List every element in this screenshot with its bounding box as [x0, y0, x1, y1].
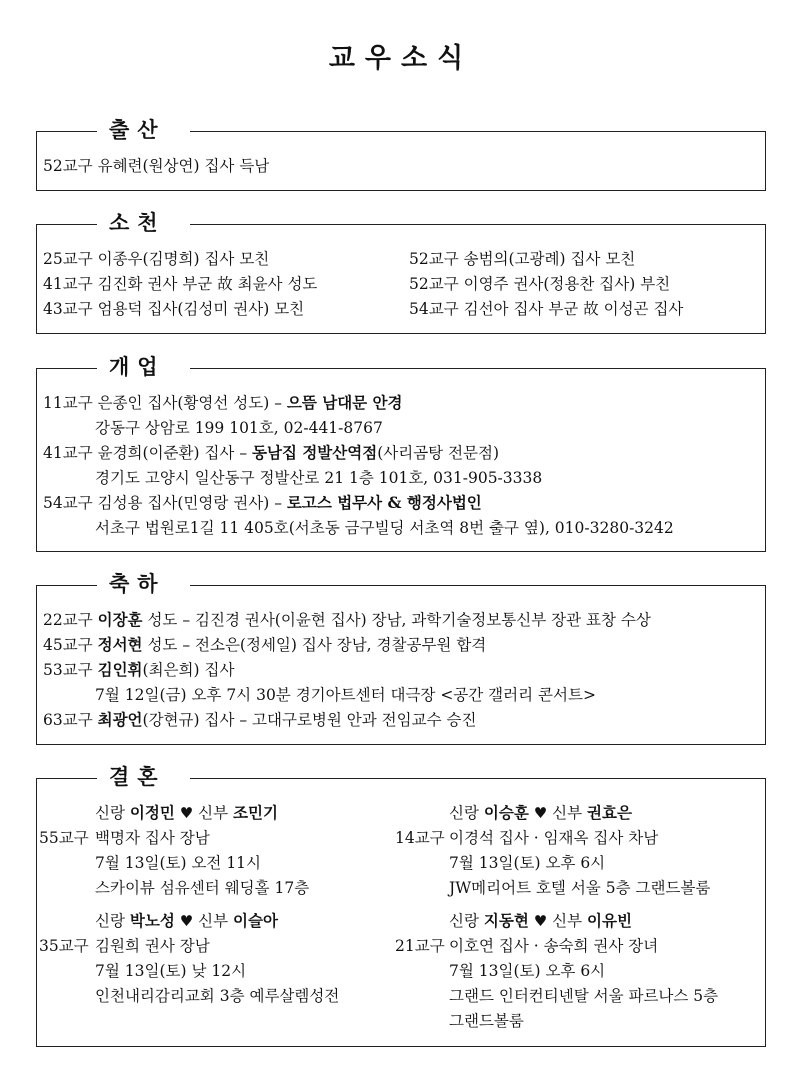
- wedding-venue: JW메리어트 호텔 서울 5층 그랜드볼룸: [449, 879, 711, 897]
- death-right-2: 54교구 김선아 집사 부군 故 이성곤 집사: [409, 300, 684, 318]
- congrats-name: 이장훈: [97, 610, 143, 629]
- congrats-parish: 53교구: [43, 661, 98, 679]
- bride-name: 이유빈: [587, 911, 632, 930]
- page-title: 교우소식: [328, 43, 474, 74]
- wedding-couple: [95, 910, 278, 932]
- wedding-date: 7월 13일(토) 낮 12시: [95, 962, 247, 980]
- congrats-detail: (강현규) 집사 – 고대구로병원 안과 전임교수 승진: [142, 711, 477, 729]
- birth-line: 52교구 유혜련(원상연) 집사 득남: [43, 157, 270, 175]
- congrats-line-2: [43, 659, 234, 681]
- opening-heading: 개업: [97, 353, 190, 381]
- wedding-venue-cont: 그랜드볼룸: [449, 1012, 524, 1030]
- wedding-section: [36, 764, 766, 1047]
- wedding-parish: 55교구: [39, 829, 89, 847]
- groom-label: 신랑: [449, 912, 479, 930]
- wedding-date: 7월 13일(토) 오후 6시: [449, 854, 606, 872]
- opening-item-prefix: 54교구 김성용 집사(민영랑 권사) –: [43, 494, 287, 512]
- congrats-detail: 성도 – 전소은(정세일) 집사 장남, 경찰공무원 합격: [142, 636, 487, 654]
- death-right-0: 52교구 송범의(고광례) 집사 모친: [409, 250, 636, 268]
- groom-label: 신랑: [95, 912, 125, 930]
- congrats-line-0: [43, 609, 651, 631]
- wedding-date: 7월 13일(토) 오전 11시: [95, 854, 262, 872]
- groom-label: 신랑: [449, 804, 479, 822]
- heart-icon: ♥: [533, 804, 548, 822]
- congrats-heading: 축하: [97, 570, 190, 598]
- congrats-detail: (최은희) 집사: [142, 661, 235, 679]
- bride-name: 권효은: [587, 803, 632, 822]
- opening-item-address: 경기도 고양시 일산동구 정발산로 21 1층 101호, 031-905-3338: [95, 469, 543, 487]
- death-right-1: 52교구 이영주 권사(정용찬 집사) 부친: [409, 275, 671, 293]
- wedding-couple: [95, 802, 278, 824]
- congrats-parish: 22교구: [43, 611, 98, 629]
- wedding-parish: 14교구: [395, 829, 445, 847]
- birth-heading: 출산: [97, 116, 190, 144]
- opening-item-address: 서초구 법원로1길 11 405호(서초동 금구빌딩 서초역 8번 출구 옆), 010-3280-3242: [95, 519, 674, 537]
- wedding-couple: [449, 802, 632, 824]
- groom-name: 박노성: [129, 911, 175, 930]
- groom-label: 신랑: [95, 804, 125, 822]
- opening-section: [36, 354, 766, 552]
- congrats-parish: 45교구: [43, 636, 98, 654]
- opening-item-business: 동남집 정발산역점: [252, 443, 378, 462]
- bride-name: 조민기: [233, 803, 278, 822]
- wedding-venue: 스카이뷰 섬유센터 웨딩홀 17층: [95, 879, 310, 897]
- wedding-parish: 21교구: [395, 937, 445, 955]
- bride-label: 신부: [198, 804, 229, 822]
- congrats-detail: 성도 – 김진경 권사(이윤현 집사) 장남, 과학기술정보통신부 장관 표창 수상: [142, 611, 651, 629]
- congrats-name: 김인휘: [97, 660, 143, 679]
- wedding-family: 김원희 권사 장남: [95, 937, 210, 955]
- wedding-heading: 결혼: [97, 763, 190, 791]
- wedding-parish: 35교구: [39, 937, 89, 955]
- congrats-event-line: 7월 12일(금) 오후 7시 30분 경기아트센터 대극장 <공간 갤러리 콘서트>: [95, 686, 596, 704]
- wedding-date: 7월 13일(토) 오후 6시: [449, 962, 606, 980]
- groom-name: 이승훈: [483, 803, 529, 822]
- wedding-family: 백명자 집사 장남: [95, 829, 210, 847]
- death-left-2: 43교구 엄용덕 집사(김성미 권사) 모친: [43, 300, 305, 318]
- death-section: [36, 210, 766, 334]
- opening-item-prefix: 41교구 윤경희(이준환) 집사 –: [43, 444, 253, 462]
- bride-label: 신부: [198, 912, 229, 930]
- congrats-line-1: [43, 634, 486, 656]
- congrats-line-4: [43, 709, 476, 731]
- opening-item-business: 으뜸 남대문 안경: [286, 393, 403, 412]
- opening-item-2: [43, 492, 482, 514]
- wedding-family: 이호연 집사 · 송숙희 권사 장녀: [449, 937, 659, 955]
- heart-icon: ♥: [179, 804, 194, 822]
- birth-section: [36, 117, 766, 191]
- heart-icon: ♥: [533, 912, 548, 930]
- bride-name: 이슬아: [233, 911, 278, 930]
- wedding-couple: [449, 910, 632, 932]
- opening-item-business: 로고스 법무사 & 행정사법인: [286, 493, 482, 512]
- heart-icon: ♥: [179, 912, 194, 930]
- wedding-venue: 그랜드 인터컨티넨탈 서울 파르나스 5층: [449, 987, 719, 1005]
- opening-item-rest: (사리곰탕 전문점): [377, 444, 500, 462]
- opening-item-1: [43, 442, 499, 464]
- wedding-family: 이경석 집사 · 임재옥 집사 차남: [449, 829, 659, 847]
- opening-item-prefix: 11교구 은종인 집사(황영선 성도) –: [43, 394, 287, 412]
- groom-name: 이정민: [129, 803, 175, 822]
- death-left-1: 41교구 김진화 권사 부군 故 최윤사 성도: [43, 275, 318, 293]
- opening-item-address: 강동구 상암로 199 101호, 02-441-8767: [95, 419, 383, 437]
- bride-label: 신부: [552, 912, 583, 930]
- bride-label: 신부: [552, 804, 583, 822]
- congrats-name: 정서현: [97, 635, 143, 654]
- groom-name: 지동현: [483, 911, 529, 930]
- opening-item-0: [43, 392, 403, 414]
- congrats-parish: 63교구: [43, 711, 98, 729]
- wedding-venue: 인천내리감리교회 3층 예루살렘성전: [95, 987, 340, 1005]
- death-left-0: 25교구 이종우(김명희) 집사 모친: [43, 250, 270, 268]
- congrats-name: 최광언: [97, 710, 143, 729]
- death-heading: 소천: [97, 209, 190, 237]
- congrats-section: [36, 571, 766, 745]
